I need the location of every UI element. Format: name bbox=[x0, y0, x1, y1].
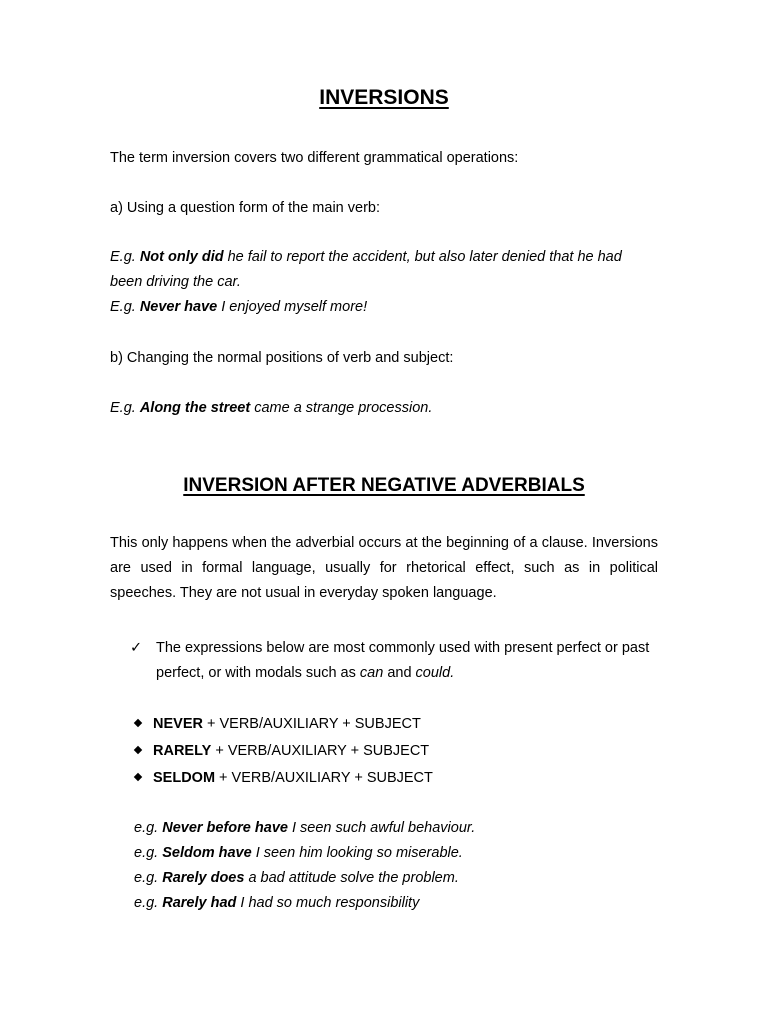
example-rest: I had so much responsibility bbox=[236, 895, 420, 911]
example-prefix: E.g. bbox=[110, 400, 140, 416]
checklist-text-main: The expressions below are most commonly used with present perfect or past perfect, or with modals such as bbox=[156, 640, 650, 681]
modal-can: can bbox=[359, 665, 384, 681]
page-title: INVERSIONS bbox=[319, 86, 449, 109]
example-line bbox=[134, 868, 459, 888]
intro-text: The term inversion covers two different grammatical operations: bbox=[110, 150, 519, 166]
section-heading: INVERSION AFTER NEGATIVE ADVERBIALS bbox=[183, 475, 585, 496]
example-prefix: e.g. bbox=[134, 845, 163, 861]
example-prefix: e.g. bbox=[134, 820, 163, 836]
part-b-label: b) Changing the normal positions of verb and subject: bbox=[110, 350, 454, 366]
diamond-bullet-icon bbox=[134, 719, 142, 727]
bullet-rest: + VERB/AUXILIARY + SUBJECT bbox=[202, 716, 421, 732]
part-a-label: a) Using a question form of the main verb: bbox=[110, 200, 380, 216]
example-prefix: e.g. bbox=[134, 895, 163, 911]
example-bold: Not only did bbox=[139, 249, 224, 265]
diamond-bullet-icon bbox=[134, 773, 142, 781]
checklist-end: . bbox=[450, 665, 455, 681]
example-bold: Rarely does bbox=[162, 870, 245, 886]
example-line bbox=[134, 843, 463, 863]
bullet-item-never bbox=[135, 714, 421, 734]
example-bold: Never have bbox=[139, 299, 218, 315]
modal-could: could bbox=[415, 665, 451, 681]
checklist-item bbox=[130, 636, 670, 686]
checkmark-icon: ✓ bbox=[130, 640, 143, 656]
example-prefix: E.g. bbox=[110, 249, 140, 265]
checklist-and: and bbox=[383, 665, 416, 681]
example-rest: he fail to report the accident, but also later denied that he had bbox=[223, 249, 622, 265]
part-a-example-1-line-1 bbox=[110, 247, 622, 267]
bullet-item-seldom bbox=[135, 768, 433, 788]
example-line bbox=[134, 818, 475, 838]
bullet-keyword: NEVER bbox=[153, 716, 203, 732]
example-bold: Seldom have bbox=[162, 845, 252, 861]
checklist-text bbox=[156, 636, 670, 686]
example-bold: Along the street bbox=[139, 400, 251, 416]
example-bold: Never before have bbox=[162, 820, 288, 836]
part-b-example-1 bbox=[110, 398, 432, 418]
bullet-keyword: RARELY bbox=[153, 743, 212, 759]
example-rest: I enjoyed myself more! bbox=[217, 299, 368, 315]
example-line bbox=[134, 893, 419, 913]
part-a-example-2 bbox=[110, 297, 367, 317]
part-a-example-1-line-2: been driving the car. bbox=[110, 274, 241, 290]
bullet-keyword: SELDOM bbox=[153, 770, 216, 786]
section-paragraph: This only happens when the adverbial occurs at the beginning of a clause. Inversions are used in formal language, usually for rhetorical effect, such as in political speeches. They are not usual in everyday spoken language. bbox=[110, 535, 658, 601]
example-prefix: E.g. bbox=[110, 299, 140, 315]
bullet-rest: + VERB/AUXILIARY + SUBJECT bbox=[211, 743, 430, 759]
example-bold: Rarely had bbox=[162, 895, 237, 911]
example-rest: a bad attitude solve the problem. bbox=[244, 870, 459, 886]
diamond-bullet-icon bbox=[134, 746, 142, 754]
example-rest: I seen him looking so miserable. bbox=[251, 845, 463, 861]
bullet-item-rarely bbox=[135, 741, 429, 761]
bullet-rest: + VERB/AUXILIARY + SUBJECT bbox=[215, 770, 433, 786]
example-rest: came a strange procession. bbox=[250, 400, 433, 416]
example-prefix: e.g. bbox=[134, 870, 163, 886]
example-rest: I seen such awful behaviour. bbox=[287, 820, 476, 836]
